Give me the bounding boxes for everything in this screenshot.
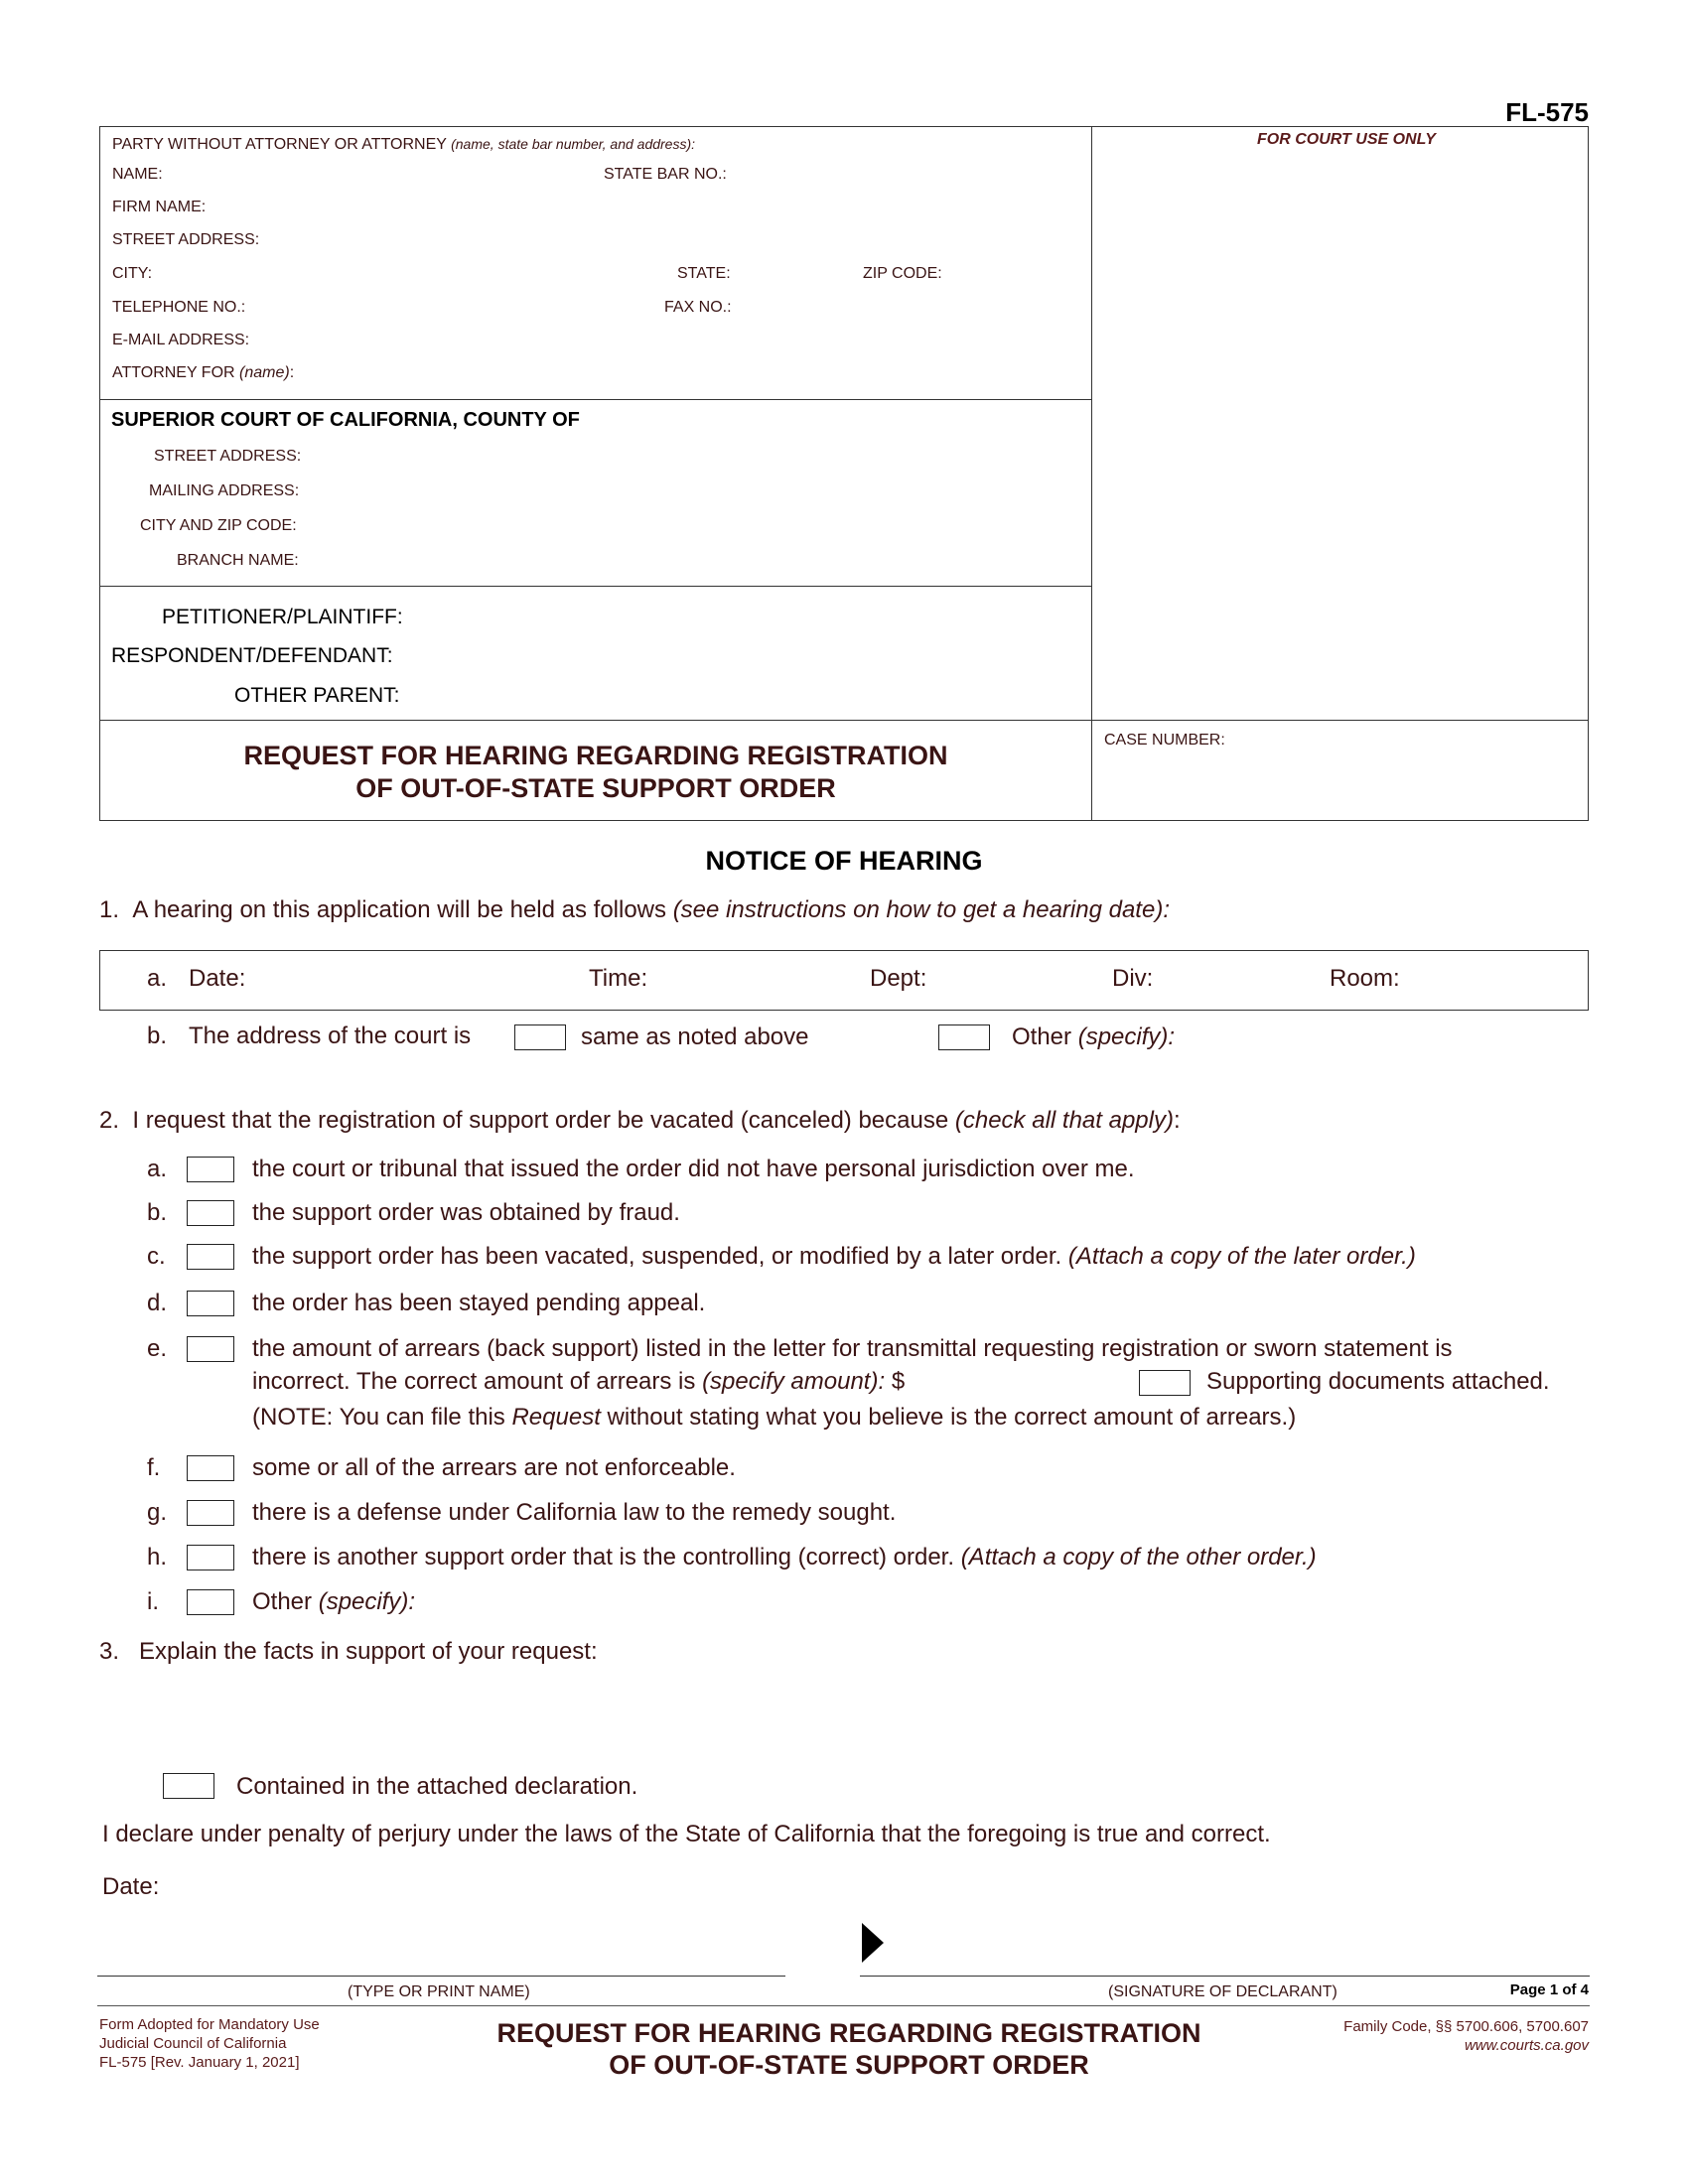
fax-label: FAX NO.:: [664, 299, 732, 316]
same-address-label: same as noted above: [581, 1024, 809, 1050]
form-title: REQUEST FOR HEARING REGARDING REGISTRATION OF OUT-OF-STATE SUPPORT ORDER: [243, 741, 948, 803]
item2-h-text: there is another support order that is the controlling (correct) order. (Attach a copy of the other order.): [252, 1544, 1317, 1570]
zip-label: ZIP CODE:: [863, 265, 942, 282]
item1-b-text: The address of the court is: [189, 1023, 472, 1049]
declaration-text: I declare under penalty of perjury under the laws of the State of California that the foregoing is true and correct.: [102, 1821, 1271, 1847]
item2-e-letter: e.: [147, 1335, 168, 1362]
caption-box: [99, 126, 1589, 821]
item1-text: 1. A hearing on this application will be held as follows (see instructions on how to get a hearing date):: [99, 896, 1170, 923]
notice-title: NOTICE OF HEARING: [705, 846, 983, 876]
date-label: Date:: [102, 1873, 160, 1900]
item3-text: 3. Explain the facts in support of your request:: [99, 1638, 598, 1665]
signature-arrow-icon: [860, 1921, 886, 1965]
item2-g-letter: g.: [147, 1499, 168, 1526]
telephone-label: TELEPHONE NO.:: [112, 299, 246, 316]
title-divider: [99, 720, 1589, 721]
item2-e-line2: incorrect. The correct amount of arrears is (specify amount): $: [252, 1368, 906, 1395]
attached-declaration-label: Contained in the attached declaration.: [236, 1773, 638, 1800]
item2-b-letter: b.: [147, 1199, 168, 1226]
hearing-div-label: Div:: [1112, 965, 1154, 992]
attached-declaration-checkbox[interactable]: [163, 1773, 214, 1799]
hearing-room-label: Room:: [1330, 965, 1400, 992]
court-title: SUPERIOR COURT OF CALIFORNIA, COUNTY OF: [111, 409, 580, 431]
state-label: STATE:: [677, 265, 731, 282]
item2-c-letter: c.: [147, 1243, 166, 1270]
item2-b-checkbox[interactable]: [187, 1200, 234, 1226]
item2-a-letter: a.: [147, 1156, 168, 1182]
item2-f-letter: f.: [147, 1454, 161, 1481]
item2-g-checkbox[interactable]: [187, 1500, 234, 1526]
item2-g-text: there is a defense under California law to the remedy sought.: [252, 1499, 897, 1526]
item2-h-checkbox[interactable]: [187, 1545, 234, 1570]
item1-b-letter: b.: [147, 1023, 168, 1049]
item2-e-line1: the amount of arrears (back support) listed in the letter for transmittal requesting registration or sworn statement is: [252, 1335, 1453, 1362]
item2-i-text: Other (specify):: [252, 1588, 416, 1615]
supporting-docs-label: Supporting documents attached.: [1206, 1368, 1550, 1395]
item2-a-text: the court or tribunal that issued the order did not have personal jurisdiction over me.: [252, 1156, 1135, 1182]
other-address-label: Other (specify):: [1012, 1024, 1176, 1050]
item2-c-checkbox[interactable]: [187, 1244, 234, 1270]
respondent-label: RESPONDENT/DEFENDANT:: [111, 644, 393, 667]
party-header: PARTY WITHOUT ATTORNEY OR ATTORNEY (name, state bar number, and address):: [112, 136, 696, 153]
item2-i-checkbox[interactable]: [187, 1589, 234, 1615]
city-label: CITY:: [112, 265, 153, 282]
footer-right: Family Code, §§ 5700.606, 5700.607 www.courts.ca.gov: [1343, 2018, 1589, 2054]
item2-b-text: the support order was obtained by fraud.: [252, 1199, 680, 1226]
signature-label: (SIGNATURE OF DECLARANT): [1108, 1983, 1337, 2000]
street-label: STREET ADDRESS:: [112, 231, 260, 248]
state-bar-label: STATE BAR NO.:: [604, 166, 727, 183]
other-address-checkbox[interactable]: [938, 1024, 990, 1050]
type-name-label: (TYPE OR PRINT NAME): [348, 1983, 530, 2000]
item2-i-letter: i.: [147, 1588, 159, 1615]
court-city-zip-label: CITY AND ZIP CODE:: [140, 517, 297, 534]
court-branch-label: BRANCH NAME:: [177, 552, 299, 569]
caption-divider: [1091, 126, 1092, 821]
footer-title: REQUEST FOR HEARING REGARDING REGISTRATION OF OUT-OF-STATE SUPPORT ORDER: [496, 2018, 1201, 2080]
footer-left: Form Adopted for Mandatory Use Judicial Council of California FL-575 [Rev. January 1, 2021]: [99, 2016, 320, 2071]
case-number-label: CASE NUMBER:: [1104, 732, 1225, 749]
item2-d-letter: d.: [147, 1290, 168, 1316]
item2-h-letter: h.: [147, 1544, 168, 1570]
court-divider: [99, 586, 1092, 587]
party-divider: [99, 399, 1092, 400]
courts-link[interactable]: www.courts.ca.gov: [1464, 2037, 1589, 2054]
item2-d-checkbox[interactable]: [187, 1291, 234, 1316]
petitioner-label: PETITIONER/PLAINTIFF:: [162, 606, 403, 628]
footer-rule: [97, 2005, 1590, 2006]
name-label: NAME:: [112, 166, 163, 183]
hearing-time-label: Time:: [589, 965, 648, 992]
hearing-date-label: Date:: [189, 965, 246, 992]
item2-e-note: (NOTE: You can file this Request without stating what you believe is the correct amount of arrears.): [252, 1404, 1297, 1431]
hearing-dept-label: Dept:: [870, 965, 927, 992]
attorney-for-label: ATTORNEY FOR (name):: [112, 364, 295, 381]
item2-d-text: the order has been stayed pending appeal.: [252, 1290, 706, 1316]
court-street-label: STREET ADDRESS:: [154, 448, 302, 465]
item2-text: 2. I request that the registration of support order be vacated (canceled) because (check all that apply):: [99, 1107, 1181, 1134]
item2-f-text: some or all of the arrears are not enforceable.: [252, 1454, 736, 1481]
page-number: Page 1 of 4: [1509, 1981, 1589, 1998]
supporting-docs-checkbox[interactable]: [1139, 1370, 1191, 1396]
court-mailing-label: MAILING ADDRESS:: [149, 482, 300, 499]
signature-line[interactable]: [860, 1976, 1590, 1977]
item2-f-checkbox[interactable]: [187, 1455, 234, 1481]
email-label: E-MAIL ADDRESS:: [112, 332, 250, 348]
court-use-label: FOR COURT USE ONLY: [1257, 131, 1436, 148]
item2-e-checkbox[interactable]: [187, 1336, 234, 1362]
name-line[interactable]: [97, 1976, 785, 1977]
item2-a-checkbox[interactable]: [187, 1157, 234, 1182]
same-address-checkbox[interactable]: [514, 1024, 566, 1050]
item1-a-letter: a.: [147, 965, 168, 992]
firm-label: FIRM NAME:: [112, 199, 207, 215]
form-number: FL-575: [1505, 97, 1589, 127]
other-parent-label: OTHER PARENT:: [234, 684, 400, 707]
item2-c-text: the support order has been vacated, suspended, or modified by a later order. (Attach a copy of the later order.): [252, 1243, 1416, 1270]
